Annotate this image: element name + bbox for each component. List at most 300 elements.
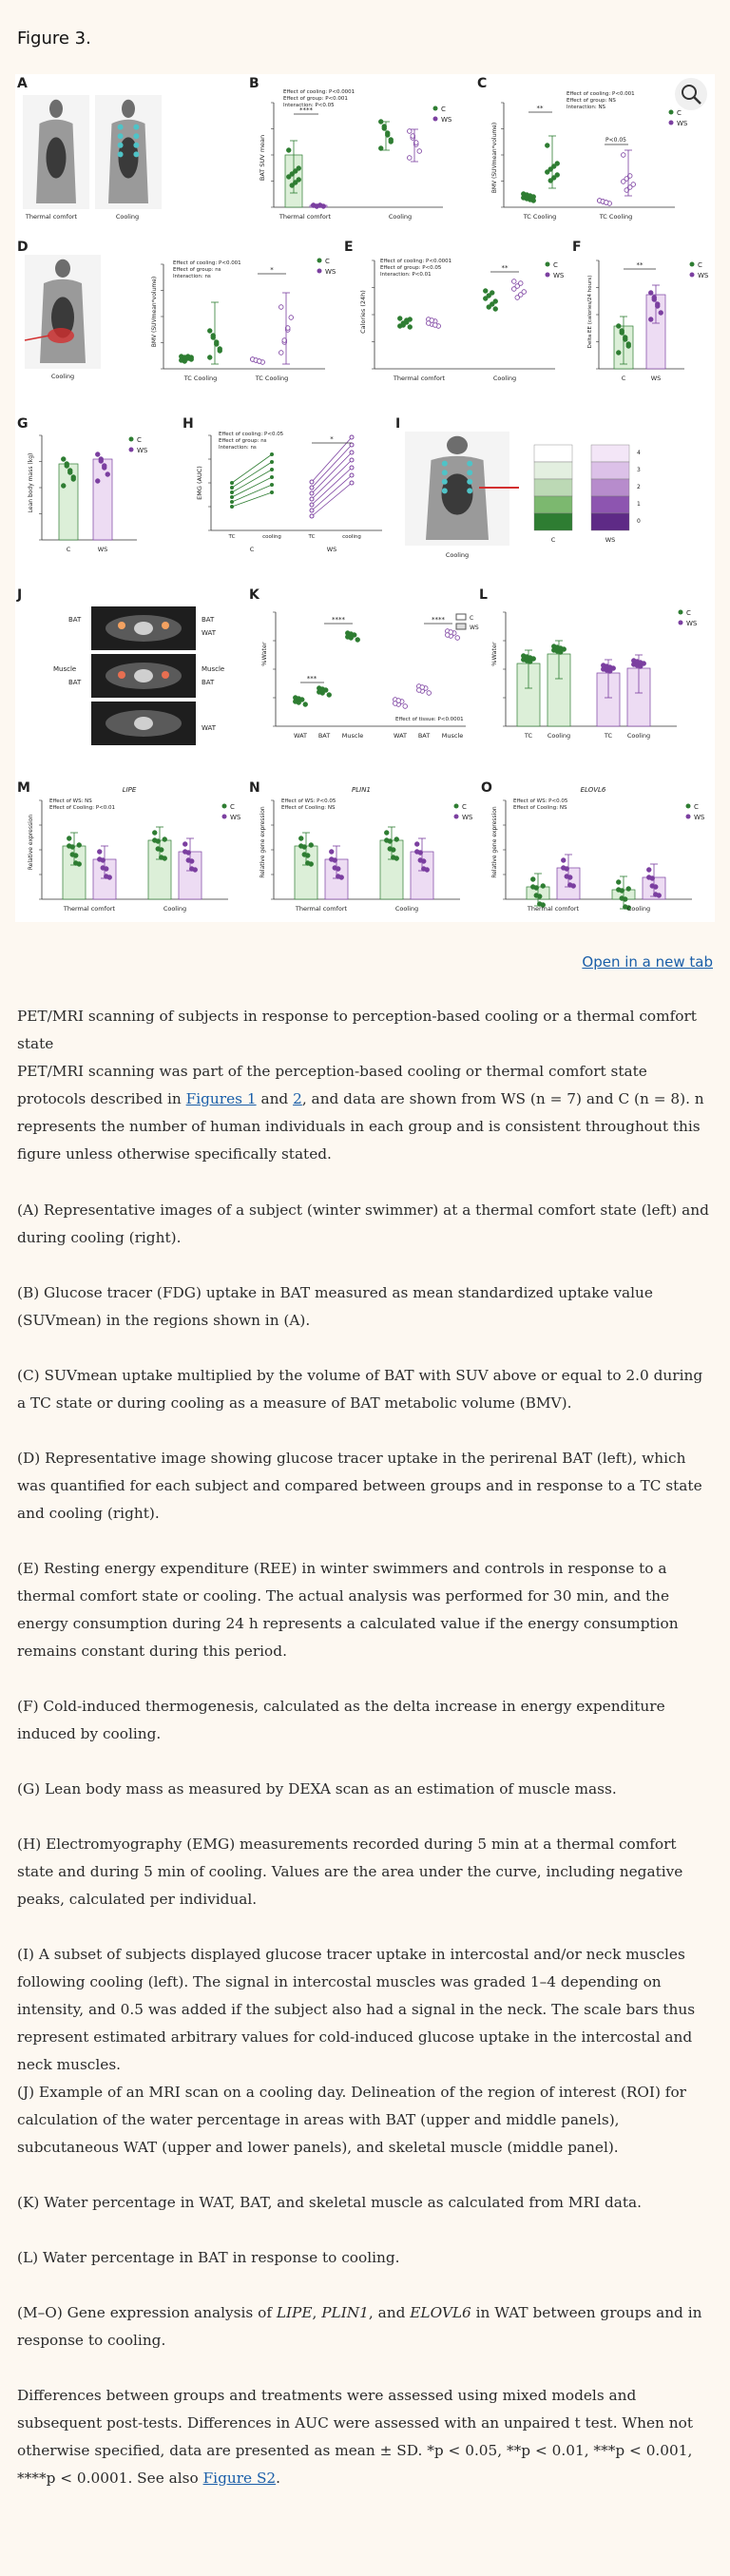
panel-letter-k: K (249, 587, 259, 603)
panel-g-ws-point (99, 457, 104, 462)
caption-d (17, 1445, 713, 1528)
panel-k-group-3-point (396, 699, 401, 703)
panel-h-c-point (230, 481, 234, 485)
panel-letter-j: J (17, 587, 23, 603)
panel-d-tc-c-point (182, 359, 187, 364)
panel-b-sig: **** (299, 106, 313, 114)
panel-letter-i: I (395, 416, 401, 432)
gene-plin1: PLIN1 (321, 2304, 369, 2321)
caption-title-text: PET/MRI scanning of subjects in response to perception-based cooling or a thermal comfort state (17, 1008, 697, 1052)
panel-j-label-bat-right-2: BAT (202, 679, 215, 686)
panel-j-label-bat-left: BAT (68, 616, 82, 624)
panel-letter-b: B (249, 76, 259, 91)
panel-f-ylabel: Delta EE (calories/24 hours) (587, 275, 593, 349)
panel-j-label-wat: WAT (202, 629, 217, 637)
panel-h-ws-point (350, 451, 354, 454)
panel-o-stat-line: Effect of WS: P<0.05 (513, 798, 568, 804)
panel-c-cool-ws-point (631, 183, 636, 187)
mo-text-2: in WAT between groups and in response to cooling. (17, 2304, 702, 2349)
panel-k-group-2-point (349, 632, 354, 637)
panel-d-cool-c-point (207, 329, 212, 334)
panel-k-sig-3: **** (432, 616, 445, 624)
caption-j-text: (J) Example of an MRI scan on a cooling day. Delineation of the region of interest (ROI) for calculation of the water percentage in areas with BAT (upper and middle panels), subcutaneous WAT (upper and lower panels), and skeletal muscle (middle panel). (17, 2084, 686, 2156)
panel-c-tc-c-point (531, 195, 536, 200)
panel-e-cool-ws-point (522, 290, 527, 295)
panel-b-tc-c-point (297, 166, 301, 171)
panel-n-legend-ws-swatch (454, 815, 459, 819)
panel-a-cooling-uptake-spot (133, 133, 139, 139)
panel-d-cool-ws-point (279, 351, 283, 356)
panel-m-group-cool: Cooling (163, 905, 187, 913)
panel-h-stat-line: Effect of cooling: P<0.05 (219, 432, 284, 437)
panel-n-group-2-point (384, 831, 389, 836)
panel-i-scale-value: 4 (637, 450, 641, 456)
panel-f-ws-point (659, 311, 663, 316)
panel-b-group-cool: Cooling (388, 213, 413, 221)
caption-g (17, 1776, 713, 1803)
panel-a-cooling-uptake-spot (118, 151, 124, 157)
panel-h-c-point (270, 475, 274, 479)
caption-c (17, 1362, 713, 1417)
panel-h-sub-4: cooling (342, 534, 361, 540)
panel-k-legend-ws: WS (470, 625, 479, 631)
caption-i (17, 1941, 713, 2079)
panel-n-group-0-point (309, 843, 314, 848)
panel-l-ylabel: %Water (490, 642, 498, 666)
intro-text-2: , and data are shown from WS (n = 7) and C (n = 8). n represents the number of human individuals in each group and is consistent throughout this figure unless otherwise specifically stated. (17, 1090, 704, 1163)
panel-k-xlabel-0: WAT (294, 732, 307, 740)
panel-d-sig: * (270, 266, 274, 274)
panel-a-cooling-head (122, 100, 135, 118)
panel-c-ylabel: BMV (SUVmean*volume) (491, 122, 498, 194)
caption-b (17, 1279, 713, 1335)
panel-h-sub-2: cooling (262, 534, 281, 540)
panel-f-legend-c-swatch (690, 262, 695, 267)
panel-m-legend-c: C (230, 803, 235, 811)
panel-o-group-2-point (616, 888, 621, 893)
panel-o-group-0-point (530, 885, 535, 890)
panel-g-ws-bar (93, 459, 112, 540)
panel-d-legend-ws-swatch (317, 269, 322, 274)
panel-l-xlabel-2: TC (604, 732, 613, 740)
caption-title (17, 1003, 713, 1058)
panel-g-legend-ws-swatch (129, 448, 134, 452)
panel-i-group-c: C (550, 536, 556, 544)
panel-h-ws-point (310, 486, 314, 490)
final-text-2: . (276, 2470, 281, 2487)
panel-d-ylabel: BMV (SUVmean*volume) (151, 276, 158, 348)
panel-letter-h: H (182, 416, 194, 432)
panel-h-c-pair-line (232, 454, 272, 483)
panel-e-legend-c-swatch (546, 262, 550, 267)
panel-letter-e: E (344, 240, 354, 255)
panel-k-group-4-point (427, 691, 432, 696)
panel-f-group-c: C (621, 375, 626, 382)
panel-c-legend-ws-swatch (669, 121, 674, 125)
panel-l-xlabel-3: Cooling (626, 732, 651, 740)
zoom-button[interactable] (675, 78, 707, 110)
panel-k-xlabel-5: Muscle (441, 732, 464, 740)
panel-e-cool-c-point (493, 307, 498, 312)
panel-n-group-3-point (414, 842, 419, 847)
panel-i-scale-ws-cell (591, 496, 629, 513)
panel-k-group-1-point (327, 693, 332, 698)
panel-i-group-ws: WS (605, 536, 616, 544)
panel-h-ws-point (350, 443, 354, 447)
panel-a-thermal-organs (47, 137, 67, 178)
panel-o-stat-line: Effect of Cooling: NS (513, 805, 567, 811)
panel-g-legend-c-swatch (129, 437, 134, 442)
panel-n-ylabel: Relative gene expression (259, 806, 266, 878)
panel-i-scale-value: 1 (637, 501, 641, 508)
panel-h-c-point (270, 483, 274, 487)
panel-a-cooling-uptake-spot (133, 125, 139, 130)
panel-l-legend-c-swatch (679, 610, 683, 615)
panel-g-c-point (65, 462, 69, 467)
panel-d-cool-ws-point (289, 316, 294, 320)
panel-g-group-c: C (66, 546, 71, 553)
panel-i-scale-value: 3 (637, 467, 641, 473)
panel-e-tc-c-point (408, 325, 413, 330)
panel-i-scale-ws-cell (591, 479, 629, 496)
panel-h-stat-line: Effect of group: ns (219, 438, 267, 444)
figure-image[interactable] (15, 74, 715, 922)
panel-d-stat-line: Effect of group: ns (173, 267, 221, 273)
panel-letter-g: G (17, 416, 29, 432)
caption-a (17, 1197, 713, 1252)
panel-k-group-5-point (455, 636, 460, 641)
caption-a-text: (A) Representative images of a subject (winter swimmer) at a thermal comfort state (left) and during cooling (right). (17, 1201, 709, 1246)
panel-h-ws-point (310, 503, 314, 507)
panel-m-group-3-point (182, 850, 187, 855)
caption-h-text: (H) Electromyography (EMG) measurements recorded during 5 min at a thermal comfort state and during 5 min of cooling. Values are the area under the curve, including negative peaks, calculated per individual. (17, 1836, 683, 1908)
panel-c-tc-ws-point (604, 201, 608, 205)
panel-n-group-0-point (298, 844, 303, 849)
panel-a-cooling-uptake-spot (118, 133, 124, 139)
panel-g-c-point (61, 484, 66, 489)
panel-j-roi-bat (162, 622, 169, 629)
panel-j-label-bat-left-2: BAT (68, 679, 82, 686)
panel-e-cool-c-point (493, 299, 498, 304)
panel-k-xlabel-2: Muscle (341, 732, 364, 740)
panel-m-gene: LIPE (122, 786, 137, 794)
panel-a-label-cool: Cooling (115, 213, 140, 221)
panel-i-scale-ws-cell (591, 462, 629, 479)
panel-letter-m: M (17, 780, 30, 796)
panel-g-ws-point (106, 472, 110, 477)
panel-o-group-1-point (561, 866, 566, 871)
panel-letter-o: O (481, 780, 492, 796)
panel-o-group-0-point (530, 877, 535, 882)
panel-j-roi-bat (118, 622, 125, 629)
panel-g-group-ws: WS (97, 546, 108, 553)
panel-b-legend-c-swatch (433, 106, 438, 111)
panel-n-group-0-point (298, 836, 303, 841)
panel-c-tc-c-point (525, 193, 529, 198)
panel-o-group-0-point (541, 884, 546, 889)
panel-i-image-uptake-spot (467, 461, 472, 467)
panel-a-cooling-uptake-spot (133, 151, 139, 157)
panel-e-legend-ws: WS (553, 272, 565, 279)
panel-g-legend-ws: WS (137, 447, 148, 454)
figure-2-link[interactable]: 2 (293, 1090, 302, 1107)
panel-j-mri-spine (134, 622, 153, 635)
panel-h-ws-point (350, 481, 354, 485)
panel-j-label-bat-right: BAT (202, 616, 215, 624)
panel-k-group-0-point (297, 697, 301, 702)
open-new-tab-link[interactable]: Open in a new tab (582, 953, 713, 971)
panel-j-roi-muscle (118, 671, 125, 679)
panel-h-ws-point (310, 491, 314, 495)
panel-m-group-1-point (97, 850, 102, 855)
panel-l-legend-c: C (686, 609, 691, 617)
panel-b-stat-line: Effect of group: P<0.001 (283, 96, 348, 102)
panel-c-sig-2: P<0.05 (605, 137, 627, 144)
panel-h-c-pair-line (232, 470, 272, 492)
panel-h-c-point (270, 468, 274, 471)
panel-f-ws-point (648, 317, 653, 322)
panel-letter-f: F (572, 240, 582, 255)
panel-letter-d: D (17, 240, 29, 255)
panel-i-scale-c-cell (534, 462, 572, 479)
panel-h-ws-point (350, 435, 354, 439)
panel-letter-a: A (17, 76, 28, 91)
panel-m-group-tc: Thermal comfort (63, 905, 116, 913)
panel-h-c-point (230, 486, 234, 490)
panel-e-sig: ** (501, 264, 509, 272)
panel-a-label-tc: Thermal comfort (25, 213, 78, 221)
panel-f-legend-c: C (698, 261, 702, 269)
panel-h-ws-point (310, 509, 314, 512)
figure-1-link[interactable]: Figures 1 (185, 1090, 257, 1107)
panel-i-scale-c-cell (534, 479, 572, 496)
panel-o-legend-c: C (694, 803, 699, 811)
figure-s2-link[interactable]: Figure S2 (202, 2470, 277, 2487)
panel-h-ws-point (350, 466, 354, 470)
panel-i-image-uptake-spot (467, 479, 472, 485)
caption-b-text: (B) Glucose tracer (FDG) uptake in BAT measured as mean standardized uptake value (SUVmean) in the regions shown in (A). (17, 1284, 653, 1329)
caption-e (17, 1555, 713, 1665)
caption-k (17, 2189, 713, 2217)
panel-f-group-ws: WS (650, 375, 662, 382)
panel-i-scale-ws-cell (591, 513, 629, 530)
panel-k-group-0-point (303, 702, 308, 707)
panel-b-tc-c-point (286, 148, 291, 153)
panel-n-group-cool: Cooling (394, 905, 419, 913)
panel-d-label: Cooling (50, 373, 75, 380)
panel-k-group-4-point (420, 685, 425, 690)
panel-a-thermal-head (49, 100, 63, 118)
panel-e-stat-line: Interaction: P<0.01 (380, 272, 432, 278)
panel-e-stat-line: Effect of cooling: P<0.0001 (380, 259, 452, 264)
panel-i-scale-value: 2 (637, 484, 641, 490)
panel-m-legend-c-swatch (222, 804, 227, 809)
panel-i-image-uptake-spot (467, 470, 472, 475)
panel-l-legend-ws-swatch (679, 621, 683, 625)
caption-f-text: (F) Cold-induced thermogenesis, calculated as the delta increase in energy expenditure induced by cooling. (17, 1698, 665, 1742)
panel-g-legend-c: C (137, 436, 142, 444)
panel-b-tc-ws-point (317, 203, 322, 208)
final-text-1: Differences between groups and treatments were assessed using mixed models and subsequent post-tests. Differences in AUC were assessed with an unpaired t test. When not otherwise specified, data are presented as mean ± SD. *p < 0.05, **p < 0.01, ***p < 0.001, ****p < 0.0001. See also (17, 2387, 693, 2487)
panel-d-stat-line: Interaction: ns (173, 274, 211, 279)
panel-i-image-uptake-spot (442, 470, 448, 475)
panel-i-scale-c-cell (534, 445, 572, 462)
panel-c-sig-1: ** (536, 105, 544, 112)
panel-e-group-cool: Cooling (492, 375, 517, 382)
panel-g-c-point (71, 475, 76, 480)
panel-b-stat-line: Interaction: P<0.05 (283, 103, 335, 108)
panel-e-cool-ws-point (518, 281, 523, 286)
panel-h-ws-pair-line (312, 437, 352, 482)
intro-text-1: PET/MRI scanning was part of the perception-based cooling or thermal comfort state protocols described in (17, 1063, 647, 1107)
caption-c-text: (C) SUVmean uptake multiplied by the volume of BAT with SUV above or equal to 2.0 during a TC state or during cooling as a measure of BAT metabolic volume (BMV). (17, 1367, 703, 1412)
panel-h-c-point (230, 500, 234, 504)
panel-c-group-c: TC Cooling (523, 213, 557, 221)
panel-i-image-uptake-spot (442, 461, 448, 467)
caption-j (17, 2079, 713, 2162)
caption-final (17, 2382, 713, 2492)
mo-text-1: (M–O) Gene expression analysis of (17, 2304, 277, 2321)
panel-c-stat-line: Effect of group: NS (567, 98, 616, 104)
caption-intro (17, 1058, 713, 1168)
panel-d-tc-ws-point (257, 359, 261, 364)
panel-d-legend-c: C (325, 258, 330, 265)
caption-l-text: (L) Water percentage in BAT in response to cooling. (17, 2249, 400, 2266)
panel-d-legend-c-swatch (317, 259, 322, 263)
panel-g-c-point (67, 469, 72, 473)
panel-o-gene: ELOVL6 (580, 786, 606, 794)
panel-h-c-pair-line (232, 462, 272, 488)
panel-j-label-muscle-left: Muscle (53, 665, 77, 673)
panel-h-group-ws: WS (326, 546, 337, 553)
panel-b-legend-ws-swatch (433, 117, 438, 122)
caption-f (17, 1693, 713, 1748)
panel-d-image-head (55, 260, 70, 278)
panel-l-xlabel-0: TC (524, 732, 533, 740)
panel-o-legend-ws-swatch (686, 815, 691, 819)
panel-l-legend-ws: WS (686, 620, 698, 627)
panel-m-legend-ws-swatch (222, 815, 227, 819)
panel-h-c-point (230, 495, 234, 499)
panel-a-cooling-uptake-spot (118, 143, 124, 148)
panel-h-ylabel: EMG (AUC) (196, 466, 203, 500)
figure-svg (15, 74, 715, 922)
panel-h-c-point (270, 460, 274, 464)
panel-b-tc-c-point (297, 178, 301, 183)
panel-letter-c: C (477, 76, 488, 91)
panel-n-group-tc: Thermal comfort (295, 905, 348, 913)
panel-a-cooling-uptake-spot (118, 125, 124, 130)
panel-c-stat-line: Interaction: NS (567, 105, 606, 110)
panel-h-ws-point (310, 480, 314, 484)
panel-b-cool-ws-point (417, 149, 422, 154)
panel-n-group-2-point (384, 838, 389, 843)
panel-d-group-c: TC Cooling (183, 375, 218, 382)
panel-h-c-point (230, 490, 234, 494)
panel-d-perirenal-uptake (48, 328, 74, 343)
panel-k-sig-2: **** (332, 616, 345, 624)
caption-l (17, 2244, 713, 2272)
panel-h-group-c: C (249, 546, 255, 553)
panel-k-xlabel-4: BAT (417, 732, 431, 740)
panel-b-legend-ws: WS (441, 116, 452, 124)
panel-e-group-tc: Thermal comfort (393, 375, 446, 382)
panel-h-ws-point (310, 514, 314, 518)
panel-n-stat-line: Effect of WS: P<0.05 (281, 798, 336, 804)
panel-k-xlabel-1: BAT (317, 732, 331, 740)
panel-d-cool-c-point (218, 347, 222, 352)
panel-m-stat-line: Effect of WS: NS (49, 798, 92, 804)
panel-letter-l: L (479, 587, 488, 603)
panel-o-group-2-point (626, 887, 631, 892)
panel-m-group-2-point (152, 838, 157, 843)
panel-n-gene: PLIN1 (352, 786, 371, 794)
panel-e-cool-c-point (490, 291, 494, 296)
caption-e-text: (E) Resting energy expenditure (REE) in winter swimmers and controls in response to a thermal comfort state or cooling. The actual analysis was performed for 30 min, and the energy consumption during 24 h represents a calculated value if the energy consumption remains constant during this period. (17, 1560, 679, 1660)
panel-m-group-3-point (182, 842, 187, 847)
panel-o-ylabel: Relative gene expression (491, 806, 498, 878)
panel-o-group-1-point (561, 858, 566, 863)
panel-h-c-point (270, 452, 274, 456)
panel-f-c-point (616, 324, 621, 329)
panel-c-cool-c-point (555, 173, 560, 178)
panel-m-ylabel: Relative expression (28, 814, 34, 871)
panel-i-image-head (447, 436, 468, 454)
panel-h-ws-point (310, 497, 314, 501)
panel-k-ylabel: %Water (260, 642, 268, 666)
panel-d-cool-ws-point (279, 305, 283, 310)
panel-i-image-uptake-spot (467, 488, 472, 493)
caption-g-text: (G) Lean body mass as measured by DEXA scan as an estimation of muscle mass. (17, 1780, 617, 1797)
panel-m-stat-line: Effect of Cooling: P<0.01 (49, 805, 116, 811)
panel-c-group-ws: TC Cooling (599, 213, 633, 221)
panel-e-tc-ws-point (430, 318, 434, 323)
panel-k-group-3-point (403, 704, 408, 709)
panel-n-group-1-point (329, 850, 334, 855)
panel-h-sub-1: TC (228, 534, 236, 540)
panel-n-group-3-point (414, 850, 419, 855)
panel-f-c-point (616, 351, 621, 356)
panel-g-ylabel: Lean body mass (kg) (28, 452, 34, 513)
panel-b-cool-c-point (389, 138, 394, 143)
panel-f-ws-point (648, 291, 653, 296)
panel-j-roi-muscle (162, 671, 169, 679)
panel-b-stat-line: Effect of cooling: P<0.0001 (283, 89, 355, 95)
panel-c-cool-c-point (545, 144, 549, 148)
panel-n-stat-line: Effect of Cooling: NS (281, 805, 336, 811)
panel-e-cool-ws-point (511, 279, 516, 284)
panel-l-xlabel-1: Cooling (547, 732, 571, 740)
panel-k-group-5-point (449, 630, 453, 635)
panel-f-sig: ** (636, 261, 644, 269)
panel-b-group-tc: Thermal comfort (279, 213, 332, 221)
panel-o-group-3-point (646, 875, 651, 880)
panel-e-tc-c-point (404, 318, 409, 323)
panel-k-legend-c-swatch (456, 614, 466, 620)
panel-n-legend-c: C (462, 803, 467, 811)
panel-g-c-point (61, 457, 66, 462)
panel-h-sub-3: TC (308, 534, 316, 540)
gene-elovl6: ELOVL6 (410, 2304, 471, 2321)
panel-o-group-3-point (646, 868, 651, 873)
panel-i-image-uptake-spot (442, 479, 448, 485)
panel-i-scale-ws-cell (591, 445, 629, 462)
panel-o-group-cool: Cooling (626, 905, 651, 913)
mo-sep-1: , (312, 2304, 322, 2321)
panel-j-label-wat-2: WAT (202, 724, 217, 732)
panel-i-image-uptake-spot (442, 488, 448, 493)
panel-d-cool-c-point (207, 356, 212, 360)
